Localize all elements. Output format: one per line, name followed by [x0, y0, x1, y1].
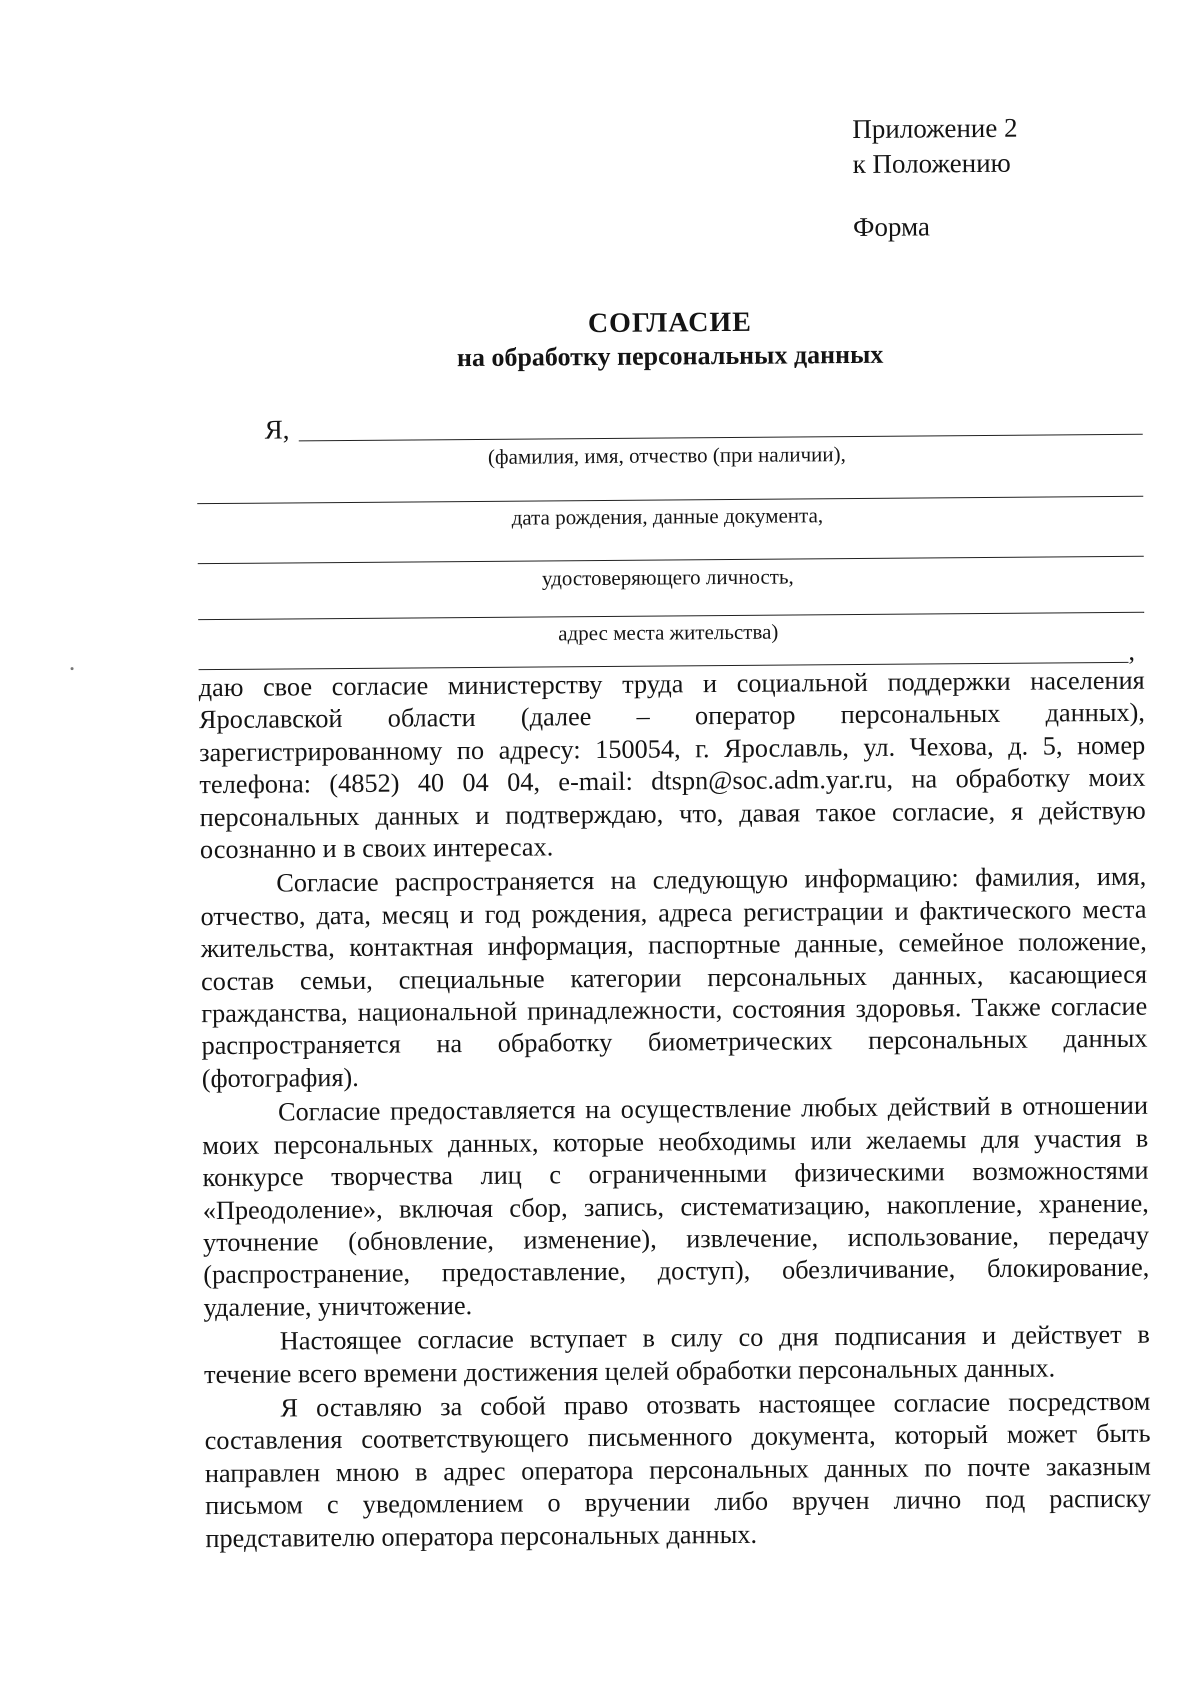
- scan-speck: [71, 667, 74, 670]
- consent-paragraph-scope: Согласие распространяется на следующую информацию: фамилия, имя, отчество, дата, месяц и год рождения, адреса регистрации и фактического места жительства, контактная информация, паспортные данные, семейное положение, состав семьи, специальные категории персональных данных, касающиеся гражданства, национальной принадлежности, состояния здоровья. Также согласие распространяется на обработку биометрических персональных данных (фотография).: [200, 862, 1148, 1094]
- appendix-regulation: к Положению: [852, 147, 1011, 179]
- consent-body: [199, 665, 1152, 1555]
- document-subtitle: на обработку персональных данных: [456, 339, 884, 373]
- consent-paragraph-validity: Настоящее согласие вступает в силу со дня подписания и действует в течение всего времени достижения целей обработки персональных данных.: [203, 1319, 1150, 1389]
- document-title: СОГЛАСИЕ: [587, 306, 752, 340]
- pronoun-label: Я,: [264, 414, 290, 445]
- consent-paragraph-actions: Согласие предоставляется на осуществление любых действий в отношении моих персональных данных, которые необходимы или желаемы для участия в конкурсе творчества лиц с ограниченными физическими возможностями «Преодоление», включая сбор, запись, систематизацию, накопление, хранение, уточнение (обновление, изменение), извлечение, использование, передачу (распространение, предоставление, доступ), обезличивание, блокирование, удаление, уничтожение.: [202, 1090, 1150, 1322]
- appendix-number: Приложение 2: [852, 112, 1018, 144]
- consent-paragraph-operator: даю свое согласие министерству труда и социальной поддержки населения Ярославской области (далее – оператор персональных данных), зарегистрированному по адресу: 150054, г. Ярославль, ул. Чехова, д. 5, номер телефона: (4852) 40 04 04, e-mail: dtspn@soc.adm.yar.ru, на обработку моих персональных данных и подтверждаю, что, давая такое согласие, я действую осознанно и в своих интересах.: [198, 665, 1146, 865]
- id-document-field-caption: удостоверяющего личность,: [541, 564, 794, 591]
- consent-paragraph-withdrawal: Я оставляю за собой право отозвать настоящее согласие посредством составления соответствующего письменного документа, который может быть направлен мною в адрес оператора персональных данных по почте заказным письмом с уведомлением о вручении либо вручен лично под расписку представителю оператора персональных данных.: [204, 1386, 1152, 1553]
- address-field-caption: адрес места жительства): [558, 619, 779, 646]
- name-field-caption: (фамилия, имя, отчество (при наличии),: [487, 442, 846, 469]
- trailing-comma: ,: [1128, 636, 1136, 666]
- birthdate-field-caption: дата рождения, данные документа,: [511, 503, 824, 530]
- appendix-reference: [852, 111, 1018, 182]
- form-label: Форма: [852, 211, 931, 242]
